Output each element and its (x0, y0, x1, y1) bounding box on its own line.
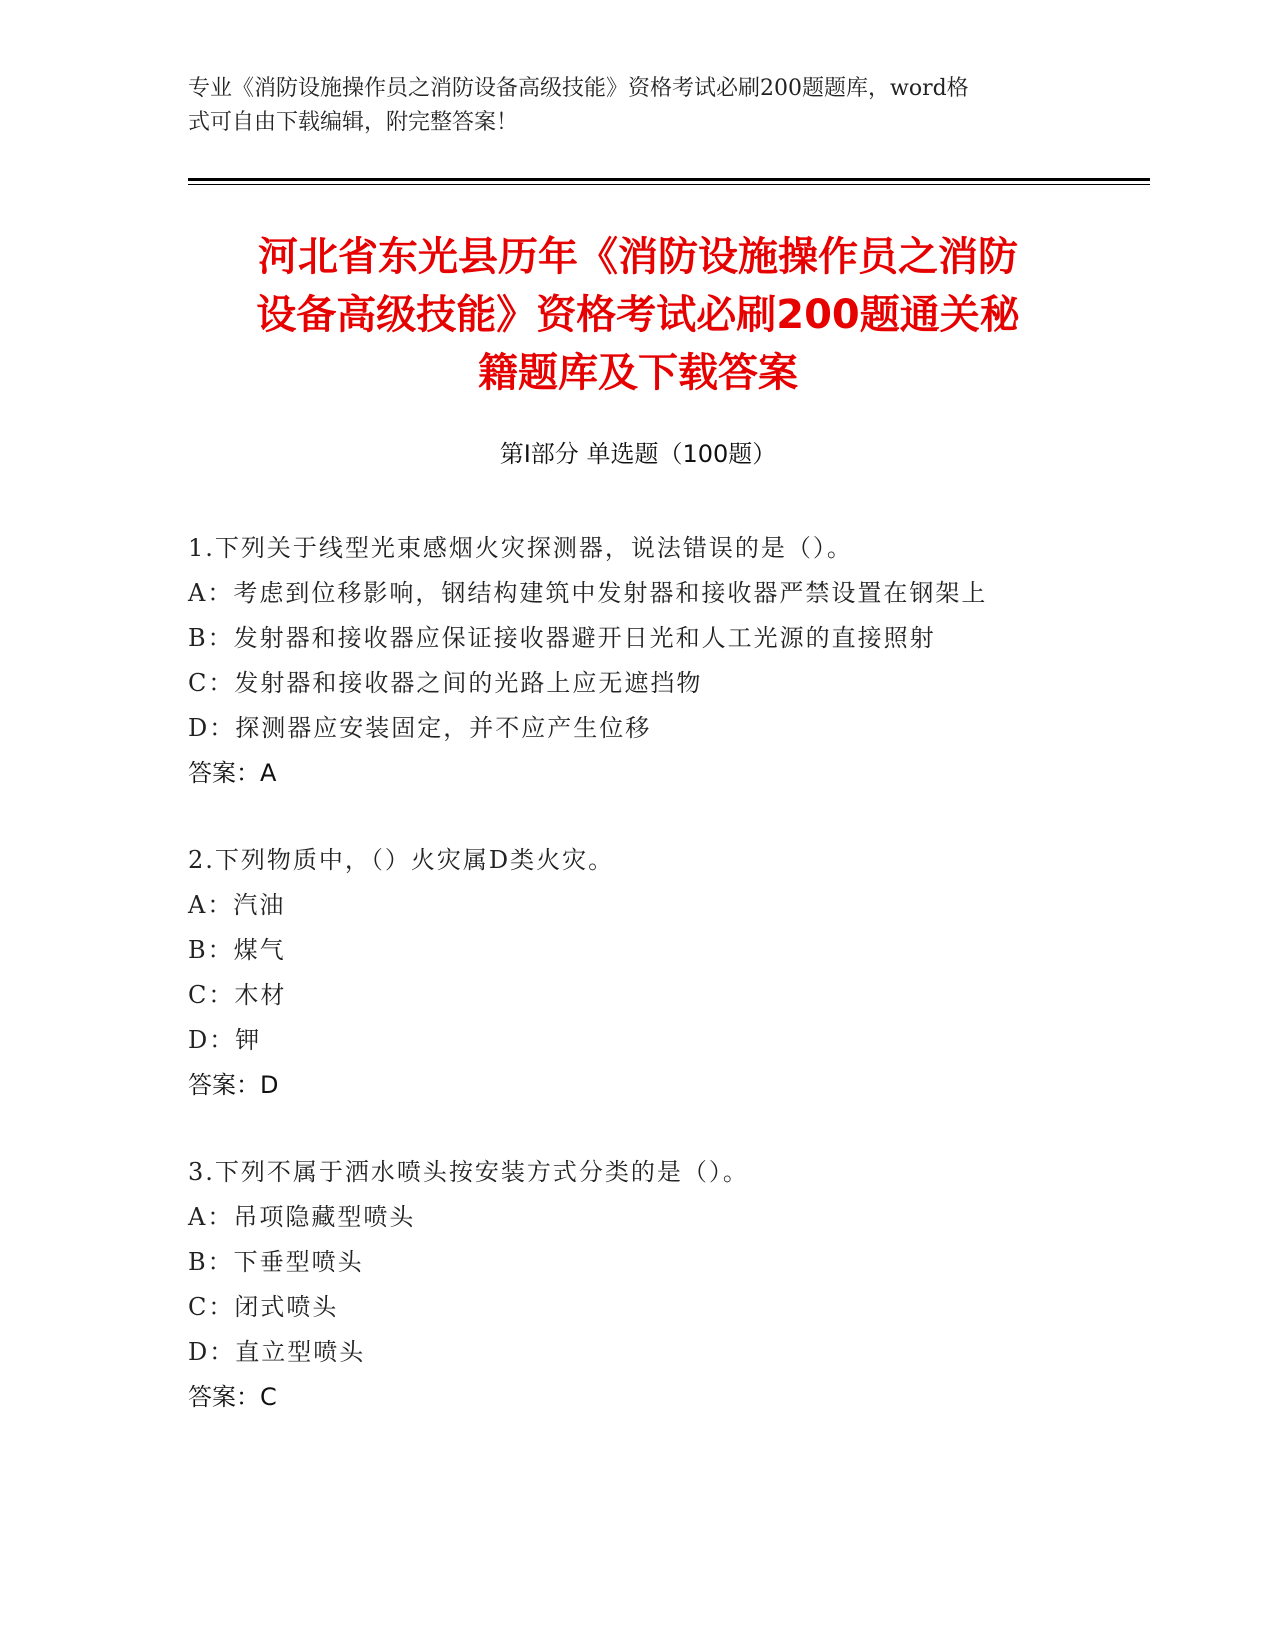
option-b: B：下垂型喷头 (188, 1248, 364, 1276)
answer-line: 答案：C (188, 1383, 277, 1411)
document-header (188, 72, 1088, 140)
question-3 (188, 1150, 1128, 1420)
title-line-2: 设备高级技能》资格考试必刷200题通关秘 (256, 292, 1020, 338)
question-stem: 3.下列不属于洒水喷头按安装方式分类的是（）。 (188, 1158, 749, 1186)
title-line-3: 籍题库及下载答案 (478, 350, 798, 396)
option-a: A：汽油 (188, 891, 286, 919)
header-divider-thin (188, 184, 1150, 185)
option-c: C：闭式喷头 (188, 1293, 339, 1321)
option-b: B：煤气 (188, 936, 286, 964)
option-b: B：发射器和接收器应保证接收器避开日光和人工光源的直接照射 (188, 624, 936, 652)
option-a: A：吊项隐藏型喷头 (188, 1203, 416, 1231)
section-heading: 第Ⅰ部分 单选题（100题） (499, 440, 777, 468)
option-d: D：探测器应安装固定，并不应产生位移 (188, 714, 652, 742)
answer-line: 答案：D (188, 1071, 279, 1099)
header-line-1: 专业《消防设施操作员之消防设备高级技能》资格考试必刷200题题库，word格 (188, 76, 969, 101)
option-a: A：考虑到位移影响，钢结构建筑中发射器和接收器严禁设置在钢架上 (188, 579, 988, 607)
option-c: C：发射器和接收器之间的光路上应无遮挡物 (188, 669, 703, 697)
question-stem: 1.下列关于线型光束感烟火灾探测器，说法错误的是（）。 (188, 534, 853, 562)
answer-line: 答案：A (188, 759, 277, 787)
option-c: C：木材 (188, 981, 287, 1009)
option-d: D：直立型喷头 (188, 1338, 366, 1366)
header-line-2: 式可自由下载编辑，附完整答案！ (188, 110, 519, 135)
header-divider-thick (188, 178, 1150, 181)
question-list (188, 526, 1128, 1462)
question-2 (188, 838, 1128, 1108)
option-d: D：钾 (188, 1026, 262, 1054)
document-title (188, 228, 1088, 402)
title-line-1: 河北省东光县历年《消防设施操作员之消防 (258, 234, 1018, 280)
question-1 (188, 526, 1128, 796)
question-stem: 2.下列物质中，（）火灾属D类火灾。 (188, 846, 615, 874)
